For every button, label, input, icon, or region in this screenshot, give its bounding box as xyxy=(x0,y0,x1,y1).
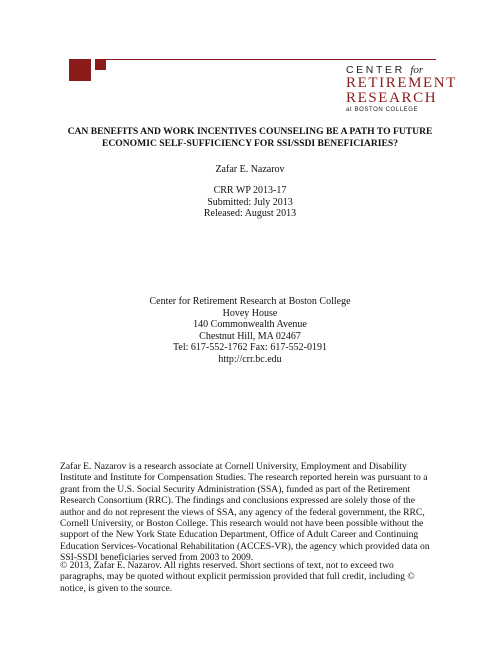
logo-big-square xyxy=(69,59,91,81)
address-line-3: 140 Commonwealth Avenue xyxy=(193,319,307,330)
logo-line-boston-college: at BOSTON COLLEGE xyxy=(346,107,419,113)
bio-line: Education Services-Vocational Rehabilitation (ACCES-VR), the agency which provided data on xyxy=(60,540,430,552)
address-line-4: Chestnut Hill, MA 02467 xyxy=(199,330,301,342)
bio-line: SSI-SSDI beneficiaries served from 2003 to 2009. xyxy=(60,552,254,564)
logo-center-word: CENTER xyxy=(346,64,405,76)
bio-line: support of the New York State Education Department, Office of Adult Career and Continuing xyxy=(60,529,419,541)
crr-logo xyxy=(346,64,457,115)
address-line-5: Tel: 617-552-1762 Fax: 617-552-0191 xyxy=(172,342,327,353)
logo-line-retirement: RETIREMENT xyxy=(346,75,457,91)
bio-line: Cornell University, or Boston College. This research would not have been possible without the xyxy=(60,518,424,530)
bio-line: Research Consortium (RRC). The findings and conclusions expressed are solely those of the xyxy=(60,495,415,507)
paper-title xyxy=(0,126,500,149)
copyright-line: paragraphs, may be quoted without explicit permission provided that full credit, including © xyxy=(60,571,415,583)
copyright-line: notice, is given to the source. xyxy=(60,582,173,594)
working-paper-info xyxy=(0,185,500,220)
website-link[interactable]: http://crr.bc.edu xyxy=(218,353,282,365)
copyright-paragraph xyxy=(60,560,456,594)
address-line-1: Center for Retirement Research at Boston College xyxy=(149,296,351,307)
wp-released: Released: August 2013 xyxy=(203,208,297,219)
title-line-2: ECONOMIC SELF-SUFFICIENCY FOR SSI/SSDI BENEFICIARIES? xyxy=(101,137,399,149)
logo-squares-icon xyxy=(69,59,109,81)
header-rule xyxy=(100,59,436,60)
title-line-1: CAN BENEFITS AND WORK INCENTIVES COUNSELING BE A PATH TO FUTURE xyxy=(67,126,433,137)
address-line-2: Hovey House xyxy=(222,307,278,319)
bio-line: grant from the U.S. Social Security Administration (SSA), funded as part of the Retirement xyxy=(60,483,411,495)
copyright-line: © 2013, Zafar E. Nazarov. All rights reserved. Short sections of text, not to exceed two xyxy=(60,560,394,571)
logo-small-square xyxy=(95,59,106,70)
wp-submitted: Submitted: July 2013 xyxy=(207,196,293,208)
bio-line: Zafar E. Nazarov is a research associate at Cornell University, Employment and Disability xyxy=(60,461,407,472)
author-bio-paragraph xyxy=(60,461,456,564)
logo-for-word: for xyxy=(410,64,424,76)
logo-line-research: RESEARCH xyxy=(346,90,438,106)
wp-number: CRR WP 2013-17 xyxy=(213,185,287,196)
bio-line: Institute and Institute for Compensation Studies. The research reported herein was pursuant to a xyxy=(60,472,428,484)
author-name: Zafar E. Nazarov xyxy=(215,164,285,175)
address-block xyxy=(0,296,500,365)
bio-line: author and do not represent the views of SSA, any agency of the federal government, the RRC, xyxy=(60,506,425,518)
